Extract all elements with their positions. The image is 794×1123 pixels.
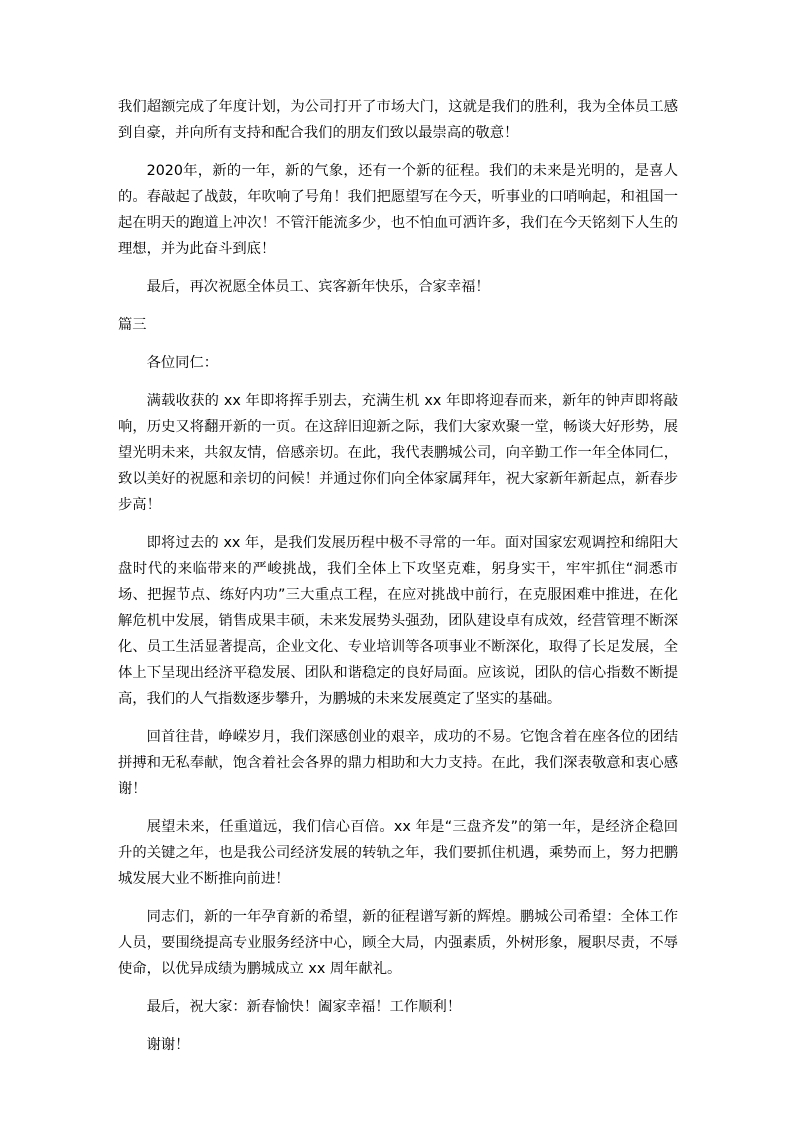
paragraph-thanks: 谢谢！ [146,1037,190,1053]
paragraph-retrospect: 回首往昔，峥嵘岁月，我们深感创业的艰辛，成功的不易。它饱含着在座各位的团结拼搏和无私奉献，饱含着社会各界的鼎力相助和大力支持。在此，我们深表敬意和衷心感谢！ [118,729,678,797]
paragraph-year-review: 即将过去的 xx 年，是我们发展历程中极不寻常的一年。面对国家宏观调控和绵阳大盘时代的来临带来的严峻挑战，我们全体上下攻坚克难，躬身实干，牢牢抓住“洞悉市场、把握节点、练好内功”三大重点工程，在应对挑战中前行，在克服困难中推进，在化解危机中发展，销售成果丰硕，未来发展势头强劲，团队建设卓有成效，经营管理不断深化、员工生活显著提高，企业文化、专业培训等各项事业不断深化，取得了长足发展，全体上下呈现出经济平稳发展、团队和谐稳定的良好局面。应该说，团队的信心指数不断提高，我们的人气指数逐步攀升，为鹏城的未来发展奠定了坚实的基础。 [118,535,678,707]
document-page [118,94,678,1070]
paragraph-opening: 满载收获的 xx 年即将挥手别去，充满生机 xx 年即将迎春而来，新年的钟声即将敲响，历史又将翻开新的一页。在这辞旧迎新之际，我们大家欢聚一堂，畅谈大好形势，展望光明未来，共叙友情，倍感亲切。在此，我代表鹏城公司，向辛勤工作一年全体同仁，致以美好的祝愿和亲切的问候！并通过你们向全体家属拜年，祝大家新年新起点，新春步步高！ [118,393,678,513]
paragraph-new-year: 2020年，新的一年，新的气象，还有一个新的征程。我们的未来是光明的，是喜人的。春敲起了战鼓，年吹响了号角！我们把愿望写在今天，听事业的口哨响起，和祖国一起在明天的跑道上冲次！不管汗能流多少，也不怕血可洒许多，我们在今天铭刻下人生的理想，并为此奋斗到底！ [118,163,678,257]
paragraph-final-wish: 最后，祝大家：新春愉快！阖家幸福！工作顺利！ [146,999,462,1015]
paragraph-closing-wish: 最后，再次祝愿全体员工、宾客新年快乐，合家幸福！ [146,279,490,295]
paragraph-outlook: 展望未来，任重道远，我们信心百倍。xx 年是“三盘齐发”的第一年，是经济企稳回升的关键之年，也是我公司经济发展的转轨之年，我们要抓住机遇，乘势而上，努力把鹏城发展大业不断推向前进！ [118,819,678,887]
section-heading: 篇三 [118,317,147,333]
paragraph-expectation: 同志们，新的一年孕育新的希望，新的征程谱写新的辉煌。鹏城公司希望：全体工作人员，要围绕提高专业服务经济中心，顾全大局，内强素质，外树形象，履职尽责，不辱使命，以优异成绩为鹏城成立 xx 周年献礼。 [118,909,678,977]
paragraph-salutation: 各位同仁： [146,355,219,371]
paragraph-continuation: 我们超额完成了年度计划，为公司打开了市场大门，这就是我们的胜利，我为全体员工感到自豪，并向所有支持和配合我们的朋友们致以最崇高的敬意！ [118,99,678,141]
